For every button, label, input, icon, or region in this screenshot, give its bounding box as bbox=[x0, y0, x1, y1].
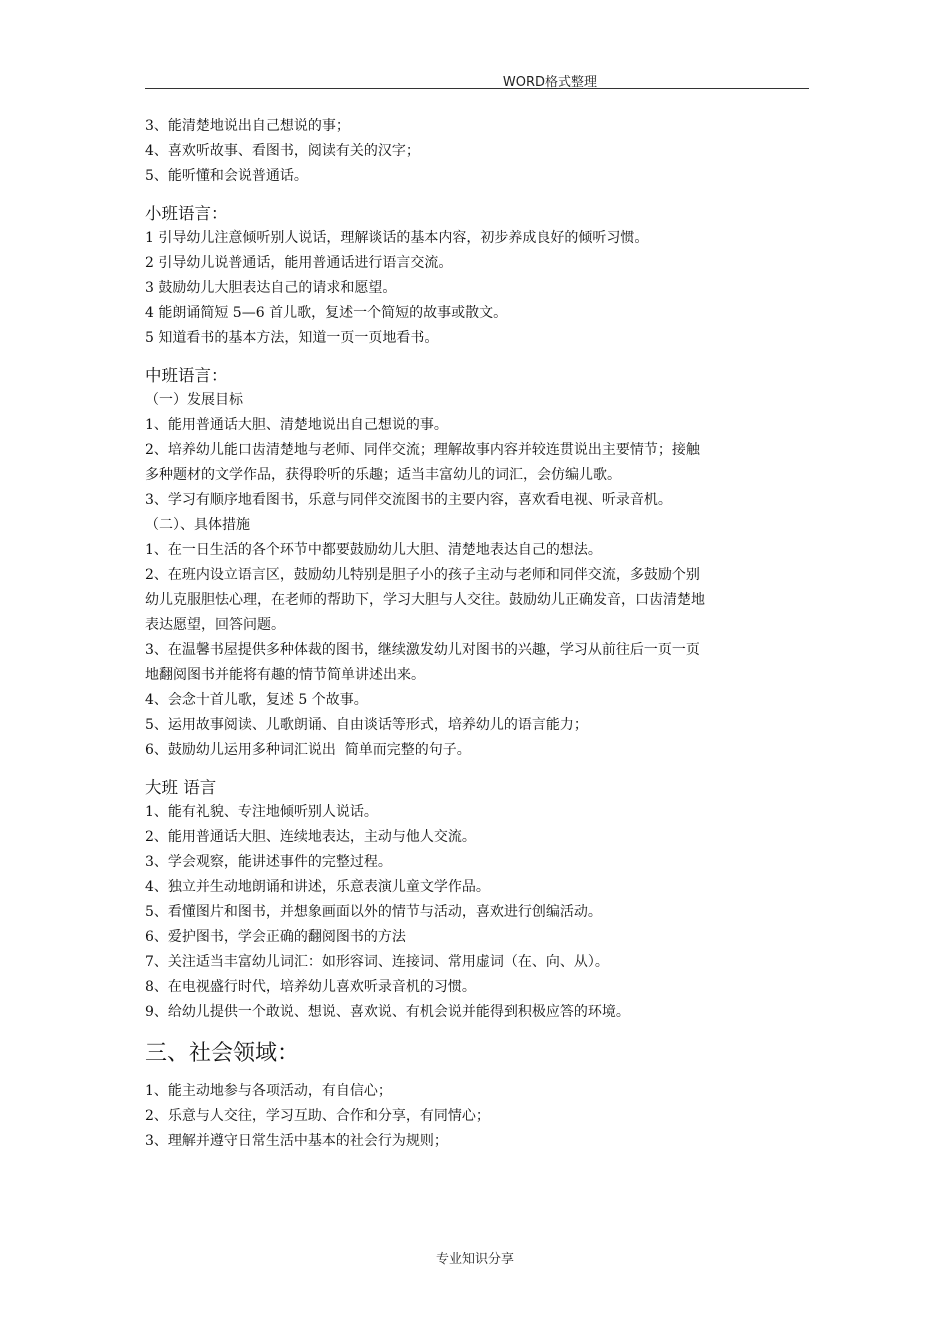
list-item: 地翻阅图书并能将有趣的情节简单讲述出来。 bbox=[145, 667, 425, 683]
list-item: 5、看懂图片和图书，并想象画面以外的情节与活动，喜欢进行创编活动。 bbox=[145, 904, 602, 920]
list-item: 7、关注适当丰富幼儿词汇：如形容词、连接词、常用虚词（在、向、从）。 bbox=[145, 954, 609, 970]
list-item: 5、能听懂和会说普通话。 bbox=[145, 168, 308, 184]
list-item: 5 知道看书的基本方法，知道一页一页地看书。 bbox=[145, 330, 439, 346]
section-heading: 中班语言： bbox=[145, 366, 228, 385]
list-item: 2、能用普通话大胆、连续地表达，主动与他人交流。 bbox=[145, 829, 476, 845]
list-item: 6、爱护图书，学会正确的翻阅图书的方法 bbox=[145, 929, 406, 945]
list-item: 2、乐意与人交往，学习互助、合作和分享，有同情心； bbox=[145, 1108, 490, 1124]
list-item: 1、在一日生活的各个环节中都要鼓励幼儿大胆、清楚地表达自己的想法。 bbox=[145, 542, 602, 558]
list-item: 1、能用普通话大胆、清楚地说出自己想说的事。 bbox=[145, 417, 448, 433]
list-item: 1、能主动地参与各项活动，有自信心； bbox=[145, 1083, 392, 1099]
list-item: 6、鼓励幼儿运用多种词汇说出 简单而完整的句子。 bbox=[145, 742, 471, 758]
list-item: 3、理解并遵守日常生活中基本的社会行为规则； bbox=[145, 1133, 448, 1149]
list-item: 3、学会观察，能讲述事件的完整过程。 bbox=[145, 854, 392, 870]
header-divider bbox=[145, 88, 809, 89]
list-item: 3、在温馨书屋提供多种体裁的图书，继续激发幼儿对图书的兴趣，学习从前往后一页一页 bbox=[145, 642, 700, 658]
middle-class-section bbox=[145, 363, 810, 763]
intro-list bbox=[145, 114, 810, 189]
list-item: 2、在班内设立语言区，鼓励幼儿特别是胆子小的孩子主动与老师和同伴交流，多鼓励个别 bbox=[145, 567, 700, 583]
page-footer: 专业知识分享 bbox=[435, 1252, 514, 1267]
list-item: 3、学习有顺序地看图书，乐意与同伴交流图书的主要内容，喜欢看电视、听录音机。 bbox=[145, 492, 672, 508]
document-body bbox=[145, 114, 810, 1154]
social-section bbox=[145, 1039, 810, 1154]
list-item: 8、在电视盛行时代，培养幼儿喜欢听录音机的习惯。 bbox=[145, 979, 476, 995]
list-item: 4、会念十首儿歌，复述 5 个故事。 bbox=[145, 692, 368, 708]
list-item: 2、培养幼儿能口齿清楚地与老师、同伴交流；理解故事内容并较连贯说出主要情节；接触 bbox=[145, 442, 700, 458]
list-item: 幼儿克服胆怯心理，在老师的帮助下，学习大胆与人交往。鼓励幼儿正确发音，口齿清楚地 bbox=[145, 592, 705, 608]
list-item: 5、运用故事阅读、儿歌朗诵、自由谈话等形式，培养幼儿的语言能力； bbox=[145, 717, 588, 733]
list-item: 4、喜欢听故事、看图书，阅读有关的汉字； bbox=[145, 143, 420, 159]
list-item: 1、能有礼貌、专注地倾听别人说话。 bbox=[145, 804, 378, 820]
big-class-section bbox=[145, 775, 810, 1025]
list-item: 1 引导幼儿注意倾听别人说话，理解谈话的基本内容，初步养成良好的倾听习惯。 bbox=[145, 230, 649, 246]
list-item: 2 引导幼儿说普通话，能用普通话进行语言交流。 bbox=[145, 255, 453, 271]
section-heading: 大班 语言 bbox=[145, 778, 217, 797]
list-item: 3 鼓励幼儿大胆表达自己的请求和愿望。 bbox=[145, 280, 397, 296]
list-item: 3、能清楚地说出自己想说的事； bbox=[145, 118, 350, 134]
chapter-heading: 三、社会领域： bbox=[145, 1041, 300, 1066]
page-header: WORD格式整理 bbox=[502, 75, 598, 90]
section-heading: 小班语言： bbox=[145, 204, 228, 223]
list-item: 4 能朗诵简短 5—6 首儿歌，复述一个简短的故事或散文。 bbox=[145, 305, 508, 321]
list-item: 4、独立并生动地朗诵和讲述，乐意表演儿童文学作品。 bbox=[145, 879, 490, 895]
subsection-heading: （二）、具体措施 bbox=[145, 517, 250, 533]
list-item: 表达愿望，回答问题。 bbox=[145, 617, 285, 633]
list-item: 9、给幼儿提供一个敢说、想说、喜欢说、有机会说并能得到积极应答的环境。 bbox=[145, 1004, 630, 1020]
small-class-section bbox=[145, 201, 810, 351]
subsection-heading: （一）发展目标 bbox=[145, 392, 243, 408]
list-item: 多种题材的文学作品，获得聆听的乐趣；适当丰富幼儿的词汇，会仿编儿歌。 bbox=[145, 467, 621, 483]
